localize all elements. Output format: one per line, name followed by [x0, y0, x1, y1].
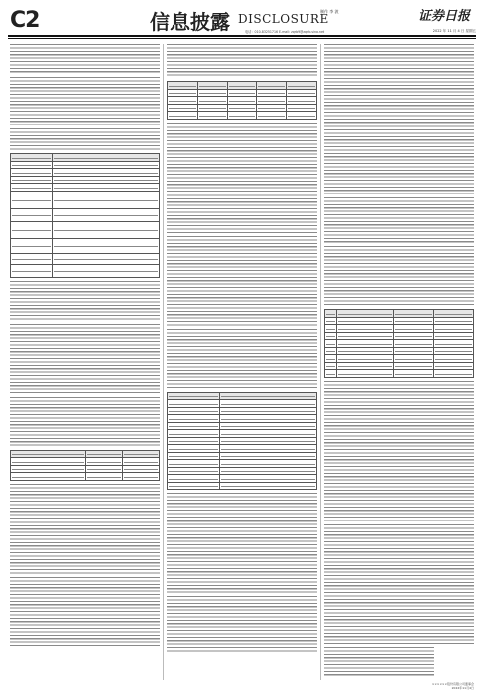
data-table	[324, 309, 474, 378]
table-row	[11, 221, 160, 238]
table-row	[168, 422, 317, 430]
section-title-english: DISCLOSURE	[238, 12, 329, 26]
issue-date: 2022 年 11 月 4 日 星期五	[432, 29, 476, 33]
body-text	[10, 397, 160, 447]
table-row	[168, 112, 317, 120]
table-row	[325, 347, 474, 355]
company-signature: ××××××股份有限公司董事会	[431, 682, 474, 686]
table-row	[11, 154, 160, 162]
table-row	[11, 208, 160, 221]
body-text	[10, 324, 160, 394]
body-text	[10, 484, 160, 574]
signature-block	[432, 682, 474, 690]
body-text	[324, 524, 474, 644]
table-row	[168, 104, 317, 112]
body-text	[10, 281, 160, 321]
table-row	[168, 467, 317, 475]
table-row	[11, 161, 160, 169]
table-row	[168, 392, 317, 400]
body-text	[167, 596, 317, 652]
table-row	[11, 458, 160, 466]
body-text	[167, 123, 317, 233]
body-text	[10, 77, 160, 125]
table-row	[325, 332, 474, 340]
table-row	[325, 370, 474, 378]
table-row	[168, 89, 317, 97]
table-row	[325, 325, 474, 333]
body-text	[324, 44, 474, 194]
data-table	[167, 81, 317, 120]
table-row	[325, 310, 474, 318]
table-row	[11, 264, 160, 277]
table-row	[325, 362, 474, 370]
column-divider	[163, 44, 164, 680]
table-row	[11, 465, 160, 473]
header-rule-thin	[8, 38, 476, 39]
body-text	[324, 647, 434, 677]
table-row	[168, 445, 317, 453]
table-row	[11, 184, 160, 192]
table-row	[11, 169, 160, 177]
table-row	[11, 238, 160, 253]
article-column-3	[324, 44, 474, 684]
table-row	[168, 475, 317, 483]
table-row	[168, 82, 317, 90]
data-table	[167, 392, 317, 491]
body-text	[324, 197, 474, 243]
article-column-2	[167, 44, 317, 684]
table-row	[11, 473, 160, 481]
body-text	[324, 381, 474, 521]
body-text	[167, 44, 317, 78]
table-row	[168, 452, 317, 460]
table-row	[168, 415, 317, 423]
table-row	[11, 450, 160, 458]
body-text	[10, 44, 160, 74]
data-table	[10, 153, 160, 278]
table-row	[168, 430, 317, 438]
table-row	[325, 317, 474, 325]
table-row	[168, 400, 317, 408]
editor-credit: 制作 李 波	[320, 9, 339, 14]
table-row	[11, 191, 160, 208]
newspaper-masthead-logo: 证券日报	[418, 9, 471, 24]
body-text	[10, 577, 160, 647]
table-row	[168, 437, 317, 445]
table-row	[168, 97, 317, 105]
body-text	[324, 246, 474, 306]
data-table	[10, 450, 160, 481]
table-row	[168, 482, 317, 490]
table-row	[325, 355, 474, 363]
body-text	[167, 236, 317, 326]
contact-info: 电话：010-83251716 E-mail: zqrb9@zqrb.sina.net	[245, 30, 325, 34]
table-row	[168, 407, 317, 415]
table-row	[11, 253, 160, 264]
table-row	[168, 460, 317, 468]
body-text	[167, 493, 317, 593]
page-header	[0, 0, 484, 40]
article-column-1	[10, 44, 160, 684]
body-text	[10, 128, 160, 150]
table-row	[325, 340, 474, 348]
body-text	[167, 329, 317, 389]
table-row	[11, 176, 160, 184]
section-title: 信息披露	[150, 10, 230, 34]
column-divider	[320, 44, 321, 680]
signature-date: 2022年11月4日	[451, 686, 474, 690]
page-code: C2	[10, 8, 40, 33]
header-rule	[8, 35, 476, 37]
